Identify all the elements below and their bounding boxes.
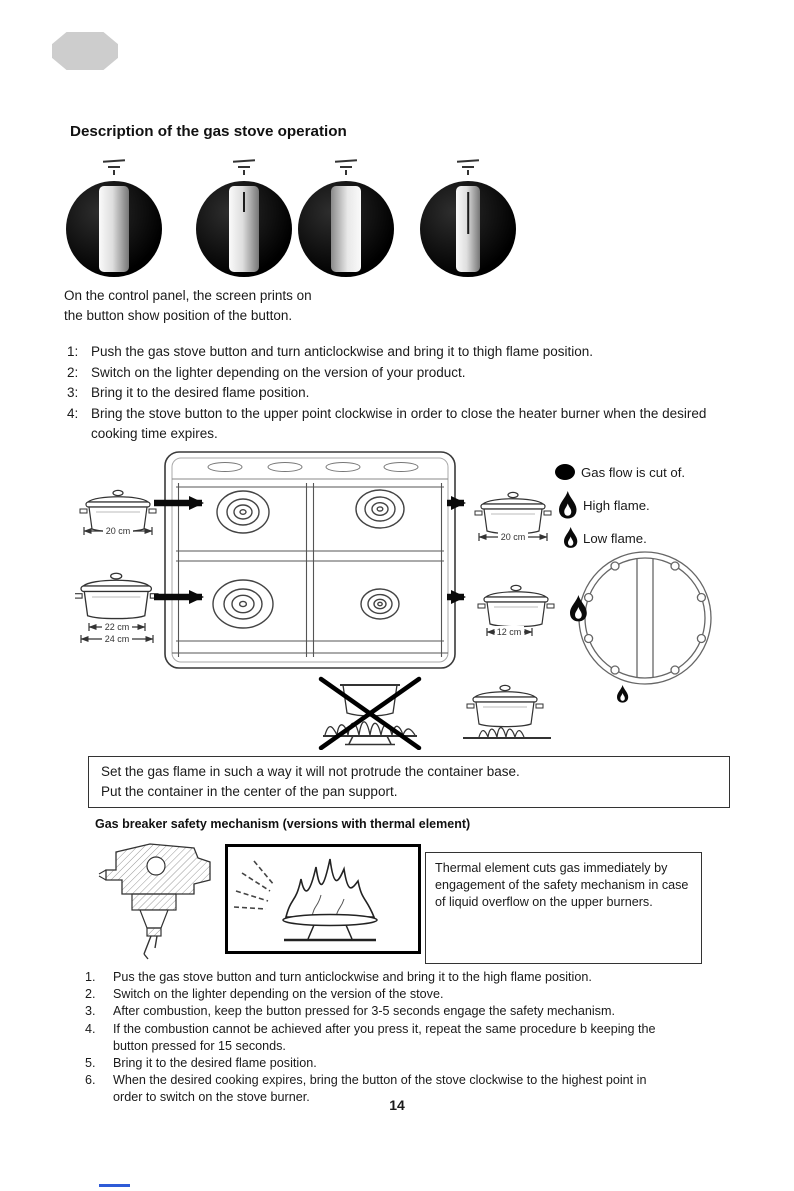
incorrect-pot-figure bbox=[321, 679, 419, 748]
knob-grip bbox=[331, 186, 361, 272]
notice-line-1: Set the gas flame in such a way it will not protrude the container base. bbox=[101, 764, 520, 779]
step-number: 3: bbox=[67, 385, 79, 400]
knob-grip bbox=[456, 186, 480, 272]
low-flame-icon bbox=[564, 527, 577, 548]
pot-bottom-right bbox=[478, 585, 554, 626]
step-text: Bring the stove button to the upper point clockwise in order to close the heater burner when the desired cooking time expires. bbox=[91, 405, 707, 441]
pot-top-right bbox=[475, 492, 551, 533]
high-flame-icon bbox=[559, 491, 577, 519]
knob-dial bbox=[66, 181, 162, 277]
dim-label: 12 cm bbox=[496, 627, 522, 637]
knob-indicator-mark bbox=[243, 192, 245, 212]
list-item bbox=[85, 986, 673, 1003]
control-knob-4 bbox=[420, 158, 516, 277]
intro-line-2: the button show position of the button. bbox=[64, 308, 293, 323]
knob-indicator-mark bbox=[467, 192, 469, 234]
thermal-note-box bbox=[425, 852, 702, 964]
step-text: Push the gas stove button and turn anticlockwise and bring it to thigh flame position. bbox=[91, 344, 594, 359]
step-number: 2. bbox=[85, 987, 96, 1002]
burner-bottom-right bbox=[361, 589, 399, 619]
dim-label: 20 cm bbox=[105, 526, 131, 536]
legend bbox=[555, 464, 685, 548]
burner-bottom-flame-icon bbox=[617, 685, 628, 703]
dimension-top-right bbox=[479, 531, 547, 542]
thermal-note-text: Thermal element cuts gas immediately by engagement of the safety mechanism in case of liquid overflow on the upper burners. bbox=[435, 861, 689, 909]
step-text: Switch on the lighter depending on the version of your product. bbox=[91, 364, 466, 380]
step-number: 1. bbox=[85, 970, 96, 984]
burner-symbol-icon bbox=[420, 158, 516, 176]
knob-grip bbox=[99, 186, 129, 272]
intro-text bbox=[64, 286, 312, 326]
step-number: 3. bbox=[85, 1004, 96, 1019]
notice-line-2: Put the container in the center of the pan support. bbox=[101, 784, 398, 799]
step-text: If the combustion cannot be achieved after you press it, repeat the same procedure b keeping the button pressed for 15 seconds. bbox=[113, 1021, 656, 1053]
step-number: 2: bbox=[67, 364, 79, 380]
spark-lines-icon bbox=[234, 861, 274, 909]
step-number: 5. bbox=[85, 1056, 96, 1071]
burner-symbol-icon bbox=[66, 158, 162, 176]
step-number: 4: bbox=[67, 405, 79, 421]
operation-steps-list bbox=[67, 342, 711, 445]
list-item bbox=[85, 969, 673, 986]
legend-gas-cut-label: Gas flow is cut of. bbox=[581, 465, 686, 480]
control-knob-1 bbox=[66, 158, 162, 277]
burner-detail-circle bbox=[579, 552, 711, 684]
list-item bbox=[67, 342, 711, 363]
dimension-bottom-left-22 bbox=[89, 621, 145, 632]
burner-bottom-left bbox=[213, 580, 273, 628]
list-item bbox=[67, 404, 711, 445]
step-text: After combustion, keep the button pressed for 3-5 seconds engage the safety mechanism. bbox=[113, 1004, 615, 1019]
burner-top-right bbox=[356, 490, 404, 528]
step-number: 6. bbox=[85, 1073, 96, 1088]
gas-cut-dot-icon bbox=[555, 464, 575, 480]
dimension-bottom-right bbox=[487, 626, 532, 637]
burner-top-left bbox=[217, 491, 269, 533]
list-item bbox=[67, 383, 711, 404]
notice-box bbox=[88, 756, 730, 808]
step-text: Pus the gas stove button and turn anticlockwise and bring it to the high flame position. bbox=[113, 970, 592, 984]
pot-bottom-left bbox=[75, 573, 158, 618]
knob-dial bbox=[420, 181, 516, 277]
burner-flame-drawing bbox=[228, 847, 418, 951]
step-text: Bring it to the desired flame position. bbox=[91, 385, 310, 400]
knob-dial bbox=[196, 181, 292, 277]
correct-pot-figure bbox=[463, 685, 551, 738]
gas-valve-cross-section bbox=[98, 836, 220, 964]
legend-low-flame-label: Low flame. bbox=[583, 531, 647, 546]
control-knob-2 bbox=[196, 158, 292, 277]
step-number: 4. bbox=[85, 1021, 96, 1036]
footer-artifact-line bbox=[99, 1184, 130, 1187]
brand-logo-placeholder bbox=[52, 32, 118, 70]
legend-high-flame-label: High flame. bbox=[583, 498, 650, 513]
intro-line-1: On the control panel, the screen prints on bbox=[64, 288, 312, 303]
list-item bbox=[85, 1055, 673, 1072]
step-text: Switch on the lighter depending on the version of the stove. bbox=[113, 987, 444, 1002]
list-item bbox=[85, 1003, 673, 1020]
step-text: Bring it to the desired flame position. bbox=[113, 1056, 317, 1071]
knob-grip bbox=[229, 186, 259, 272]
list-item bbox=[85, 1021, 673, 1055]
burner-symbol-icon bbox=[196, 158, 292, 176]
knob-dial bbox=[298, 181, 394, 277]
safety-steps-list bbox=[85, 969, 673, 1107]
stove-top-drawing bbox=[165, 452, 455, 668]
step-number: 1: bbox=[67, 344, 79, 359]
list-item bbox=[67, 363, 711, 384]
burner-symbol-icon bbox=[298, 158, 394, 176]
control-knob-3 bbox=[298, 158, 394, 277]
dim-label: 24 cm bbox=[104, 634, 130, 644]
dim-label: 20 cm bbox=[500, 532, 526, 542]
burner-flame-box bbox=[225, 844, 421, 954]
dim-label: 22 cm bbox=[104, 622, 130, 632]
large-flame-icon bbox=[286, 859, 374, 917]
step-text: When the desired cooking expires, bring the button of the stove clockwise to the highest point in order to switch on the stove burner. bbox=[113, 1073, 647, 1105]
dimension-bottom-left-24 bbox=[81, 633, 153, 644]
stove-diagram bbox=[75, 445, 735, 750]
page-title: Description of the gas stove operation bbox=[70, 123, 347, 140]
safety-section-title: Gas breaker safety mechanism (versions with thermal element) bbox=[95, 817, 471, 831]
page-number: 14 bbox=[389, 1097, 405, 1113]
